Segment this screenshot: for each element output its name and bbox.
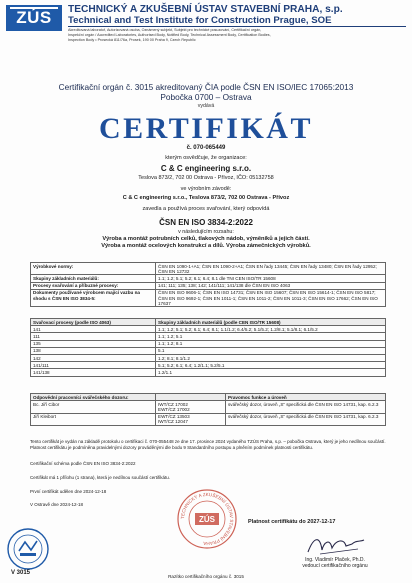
- table-row: [31, 369, 386, 376]
- product-table: [30, 262, 386, 307]
- desc-line: Akreditovaná laboratoř, Autorizovaná osoba, Oznámený subjekt, Subjekt pro technické posuzování, Certifikační orgán,: [68, 28, 262, 32]
- accreditation-seal-icon: [5, 526, 51, 572]
- table-row: [31, 275, 386, 282]
- certificate-number: č. 070-065449: [186, 145, 226, 151]
- person-cert: IWT/CZ 17002 EWT/CZ 17002: [156, 401, 226, 413]
- process-cell: 111: [31, 333, 156, 340]
- stamp-footer: Razítko certifikačního orgánu č. 3015: [168, 574, 244, 579]
- process-cell: 141/111: [31, 362, 156, 369]
- materials-cell: 5.1: [156, 347, 386, 354]
- institute-name-cz: TECHNICKÝ A ZKUŠEBNÍ ÚSTAV STAVEBNÍ PRAHA, s.p.: [68, 4, 343, 15]
- materials-cell: 1.1; 1.2; 5.1; 5.2; 6.1; 6.4; 8.1; 1.1/1.2; 6.4/5.2; 5.1/5.2; 1.2/8.1; 5.1/8.1; 6.1/5.2: [156, 326, 386, 333]
- process-cell: 142: [31, 355, 156, 362]
- introduced-label: zavedla a používá proces svařování, který odpovídá: [142, 206, 270, 212]
- row-value: 1.1; 1.2; 5.1; 5.2; 6.1; 6.4; 8.1 dle TNI CEN ISO/TR 15608: [156, 275, 386, 282]
- table-header-row: [31, 394, 386, 401]
- institute-name-en: Technical and Test Institute for Construction Prague, SOE: [68, 15, 332, 26]
- col-header: Svařovací procesy (podle ISO 4063): [31, 319, 156, 326]
- person-name: Bc. Jiří Cibor: [31, 401, 156, 413]
- cert-body-line: Certifikační orgán č. 3015 akreditovaný ČIA podle ČSN EN ISO/IEC 17065:2013: [58, 82, 354, 92]
- col-header: Odpovědní pracovníci svářečského dozoru:: [31, 394, 156, 401]
- process-cell: 141: [31, 326, 156, 333]
- logo-text: ZÚS: [16, 8, 52, 27]
- col-header: Skupiny základních materiálů (podle CEN ISO/TR 15608): [156, 319, 386, 326]
- scheme-note: Certifikační schéma podle ČSN EN ISO 3834-2:2022: [30, 461, 136, 466]
- row-value: 141; 111; 135; 138; 142; 141/111; 141/138 dle ČSN EN ISO 4063: [156, 282, 386, 289]
- row-label: Procesy svařování a příbuzné procesy:: [31, 282, 156, 289]
- protocol-note: Tento certifikát je vydán na základě protokolu o certifikaci č. 070-055448 ze dne 17. prosince 2024 vydaného TZÚS Praha, s.p. – pobočka Ostrava, který je jeho nedílnou součástí. Platnost certifikátu je podmíněna pravidelnými dozory prováděnými dle bodu 9 Standardního postupu a plněním podmínek platnosti certifikátu.: [30, 439, 386, 450]
- first-issued-note: První certifikát udělen dne 2024-12-18: [30, 489, 107, 494]
- standard-code: ČSN EN ISO 3834-2:2022: [159, 218, 253, 227]
- person-name: Jiří Kleibort: [31, 413, 156, 425]
- row-value: ČSN EN 1090-1+A1; ČSN EN 1090-2+A1; ČSN EN řady 13445; ČSN EN řady 13480; ČSN EN řady 12952; ČSN EN 12732: [156, 263, 386, 275]
- supervision-table: [30, 393, 386, 426]
- stamp-center: ZÚS: [199, 515, 215, 524]
- person-role: svářečský dozor, úroveň „S“ specifická dle ČSN EN ISO 14731, kap. 6.2.3: [226, 413, 386, 425]
- plant-label: ve výrobním závodě:: [180, 186, 232, 192]
- col-header: Pravomoc funkce a úroveň: [226, 394, 386, 401]
- issues-label: vydává: [197, 103, 215, 109]
- validity-date: Platnost certifikátu do 2027-12-17: [248, 519, 336, 525]
- annex-note: Certifikát má 1 přílohu (1 strana), která je nedílnou součástí certifikátu.: [30, 475, 171, 480]
- table-header-row: [31, 319, 386, 326]
- desc-line: Inspekční orgán / Accredited Laboratories, Authorised Body, Notified Body, Technical Assessment Body, Certification Bodies,: [68, 32, 271, 37]
- scope-label: v následujícím rozsahu:: [178, 229, 234, 235]
- scope-text: [0, 236, 412, 250]
- scope-line: Výroba a montáž potrubních celků, tlakových nádob, výměníků a jejich částí.: [102, 236, 310, 242]
- materials-cell: 1.1; 1.2; 5.1: [156, 333, 386, 340]
- stamp-ring-text: TECHNICKÝ A ZKUŠEBNÍ ÚSTAV STAVEBNÍ PRAHA: [179, 491, 235, 547]
- materials-cell: 1.2; 8.1; 8.1/1.2: [156, 355, 386, 362]
- seal-label: V 3015: [11, 570, 31, 576]
- table-row: [31, 362, 386, 369]
- table-row: [31, 355, 386, 362]
- table-row: [31, 413, 386, 425]
- process-table: [30, 318, 386, 377]
- process-cell: 141/138: [31, 369, 156, 376]
- place-date: V Ostravě dne 2024-12-18: [30, 502, 84, 507]
- person-cert: EWT/CZ 13503 IWT/CZ 12047: [156, 413, 226, 425]
- row-value: ČSN EN ISO 9606-1; ČSN EN ISO 14731; ČSN EN ISO 15607; ČSN EN ISO 15614-1; ČSN EN ISO 5817; ČSN EN ISO 9692-1; ČSN EN 1011-1; ČSN EN 1011-2; ČSN EN 1011-3; ČSN EN ISO 17662; ČSN EN ISO 17637: [156, 289, 386, 307]
- row-label: Skupiny základních materiálů:: [31, 275, 156, 282]
- table-row: [31, 347, 386, 354]
- branch-line: Pobočka 0700 – Ostrava: [160, 91, 252, 102]
- table-row: [31, 401, 386, 413]
- official-stamp-icon: [176, 488, 238, 550]
- table-row: [31, 263, 386, 275]
- company-name: C & C engineering s.r.o.: [160, 164, 252, 173]
- table-row: [31, 326, 386, 333]
- materials-cell: 1.1; 1.2; 8.1: [156, 340, 386, 347]
- desc-line: Inspection Body • Prosecká 811/76a, Prosek, 190 00 Praha 9, Czech Republic: [68, 37, 196, 42]
- org-label: kterým osvědčuje, že organizace:: [165, 155, 247, 161]
- signer-role: vedoucí certifikačního orgánu: [302, 563, 368, 569]
- row-label: Výrobkové normy:: [31, 263, 156, 275]
- process-cell: 138: [31, 347, 156, 354]
- signer-name: Ing. Vladimír Plaček, Ph.D.: [305, 557, 365, 563]
- table-row: [31, 289, 386, 307]
- process-cell: 135: [31, 340, 156, 347]
- signature-icon: [300, 532, 370, 560]
- company-address: Teslova 873/2, 702 00 Ostrava - Přívoz, IČO: 05132758: [138, 175, 274, 181]
- certificate-title: CERTIFIKÁT: [99, 112, 313, 145]
- person-role: svářečský dozor, úroveň „S“ specifická dle ČSN EN ISO 14731, kap. 6.2.3: [226, 401, 386, 413]
- table-row: [31, 333, 386, 340]
- header-divider: [68, 26, 406, 27]
- institute-description: [68, 28, 406, 43]
- scope-line: Výroba a montáž ocelových konstrukcí a dílů. Výroba zámečnických výrobků.: [101, 243, 311, 250]
- materials-cell: 5.1; 5.2; 6.1; 6.4; 1.2/1.1; 5.2/5.1: [156, 362, 386, 369]
- zus-logo: [6, 5, 62, 31]
- col-header: [156, 394, 226, 401]
- table-row: [31, 282, 386, 289]
- table-row: [31, 340, 386, 347]
- signer-block: [270, 557, 400, 569]
- materials-cell: 1.2/1.1: [156, 369, 386, 376]
- plant-name: C & C engineering s.r.o., Teslova 873/2, 702 00 Ostrava - Přívoz: [122, 195, 290, 201]
- row-label: Dokumenty používané výrobcem mající vazbu na shodu s ČSN EN ISO 3834-5:: [31, 289, 156, 307]
